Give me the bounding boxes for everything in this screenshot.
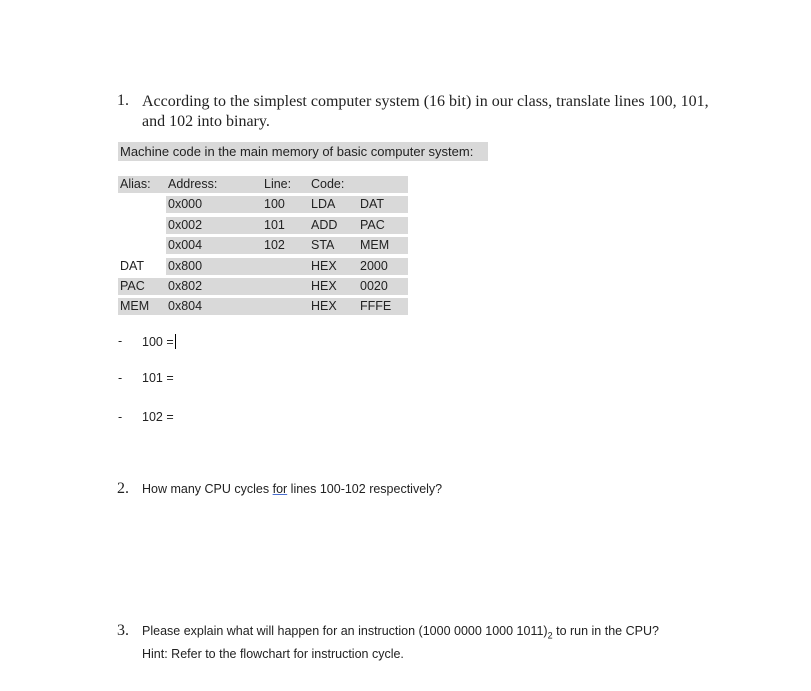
question-3-text[interactable] [142,622,659,663]
cell-alias: PAC [120,278,145,293]
cell-line: 100 [264,197,285,212]
cell-address: 0x002 [168,217,203,232]
spelling-underlined-word[interactable]: for [272,482,288,496]
cell-code: HEX [311,278,337,293]
question-2-text-end: lines 100-102 respectively? [287,482,443,496]
cell-code: STA [311,238,335,253]
question-3-text-end: to run in the CPU? [552,624,659,638]
base-subscript: 2 [547,630,553,641]
question-1-text[interactable]: According to the simplest computer system (16 bit) in our class, translate lines 100, 101, and 102 into binary. [142,93,709,130]
question-1-number: 1. [117,92,129,109]
question-2-text[interactable] [142,480,442,498]
cell-address: 0x802 [168,278,203,293]
cell-code: HEX [311,258,337,273]
header-line: Line: [264,177,292,191]
list-dash: - [118,410,123,424]
question-2-number: 2. [117,480,129,497]
cell-operand: 2000 [360,258,388,273]
cell-address: 0x000 [168,197,203,212]
table-row [118,298,408,315]
cell-code: HEX [311,299,337,314]
cell-line: 101 [264,217,285,232]
cell-operand: 0020 [360,278,388,293]
header-code: Code: [311,177,345,191]
question-3-line-1 [142,622,659,645]
cell-alias: MEM [120,299,150,314]
answer-label: 100 = [142,335,174,349]
question-3-number: 3. [117,622,129,639]
header-alias: Alias: [120,177,151,191]
cell-code: LDA [311,197,336,212]
table-row [118,196,408,213]
list-dash: - [118,334,123,348]
header-address: Address: [168,177,218,191]
cell-alias: DAT [118,258,166,275]
table-row [118,237,408,254]
cell-alias [118,196,166,213]
cell-operand: PAC [360,217,385,232]
cell-operand: MEM [360,238,390,253]
answer-label: 102 = [142,410,174,424]
cell-alias [118,237,166,254]
table-heading[interactable]: Machine code in the main memory of basic computer system: [118,142,488,161]
answer-label: 101 = [142,371,174,385]
text-cursor [175,334,176,349]
cell-address: 0x804 [168,299,203,314]
cell-line: 102 [264,238,285,253]
table-row [118,217,408,234]
cell-code: ADD [311,217,338,232]
question-3-text-start: Please explain what will happen for an instruction (1000 0000 1000 1011) [142,624,548,638]
cell-address: 0x800 [168,258,203,273]
table-row [118,258,408,275]
question-3-hint: Hint: Refer to the flowchart for instruction cycle. [142,646,404,661]
list-dash: - [118,371,123,385]
question-2-text-start: How many CPU cycles [142,482,273,496]
cell-operand: FFFE [360,299,392,314]
cell-operand: DAT [360,197,385,212]
table-row [118,278,408,295]
memory-table [118,176,408,319]
cell-alias [118,217,166,234]
table-header-row [118,176,408,193]
cell-address: 0x004 [168,238,203,253]
